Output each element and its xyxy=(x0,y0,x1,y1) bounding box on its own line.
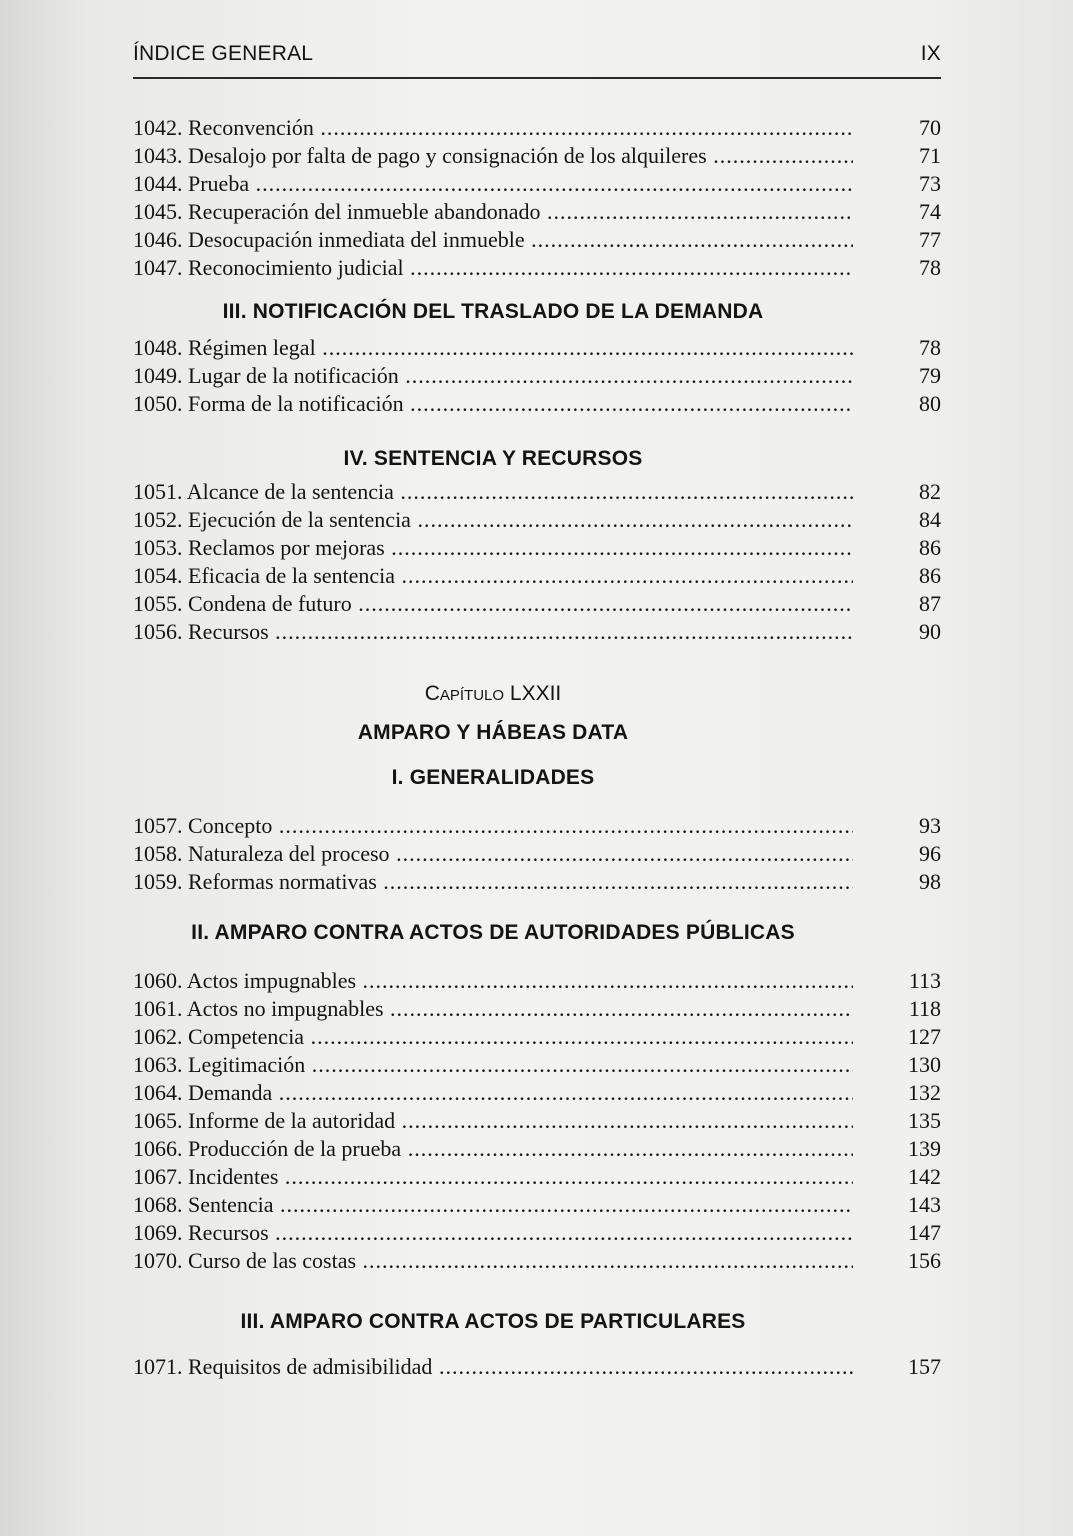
toc-entry-page: 96 xyxy=(919,841,941,866)
toc-entry-label: 1062. Competencia ..... xyxy=(133,1023,853,1051)
toc-entry xyxy=(133,198,941,226)
toc-entry-label: 1061. Actos no impugnables ..... xyxy=(133,995,853,1023)
toc-entry-label: 1046. Desocupación inmediata del inmueble ..... xyxy=(133,226,853,254)
toc-entry xyxy=(133,534,941,562)
toc-entry xyxy=(133,390,941,418)
section-heading: I. GENERALIDADES xyxy=(391,766,595,789)
section-heading: III. NOTIFICACIÓN DEL TRASLADO DE LA DEMANDA xyxy=(222,300,764,323)
toc-entry-page: 132 xyxy=(908,1080,941,1105)
toc-entry-page: 86 xyxy=(919,535,941,560)
toc-entry-label: 1068. Sentencia ..... xyxy=(133,1191,853,1219)
toc-entry xyxy=(133,840,941,868)
toc-entry xyxy=(133,114,941,142)
toc-entry xyxy=(133,1353,941,1381)
toc-entry-page: 82 xyxy=(919,479,941,504)
toc-entry-page: 130 xyxy=(908,1052,941,1077)
toc-entry-page: 80 xyxy=(919,391,941,416)
header-title: ÍNDICE GENERAL xyxy=(133,42,314,65)
section-heading: II. AMPARO CONTRA ACTOS DE AUTORIDADES PÚBLICAS xyxy=(191,921,795,944)
toc-entry-label: 1059. Reformas normativas ..... xyxy=(133,868,853,896)
toc-entry xyxy=(133,812,941,840)
toc-entry xyxy=(133,478,941,506)
toc-entry-label: 1053. Reclamos por mejoras ..... xyxy=(133,534,853,562)
toc-entry-page: 93 xyxy=(919,813,941,838)
toc-entry xyxy=(133,142,941,170)
toc-entry-label: 1044. Prueba ..... xyxy=(133,170,853,198)
toc-entry xyxy=(133,1191,941,1219)
toc-entry xyxy=(133,1051,941,1079)
toc-entry-page: 78 xyxy=(919,335,941,360)
toc-entry-page: 86 xyxy=(919,563,941,588)
toc-entry xyxy=(133,506,941,534)
toc-entry-page: 139 xyxy=(908,1136,941,1161)
toc-entry xyxy=(133,1135,941,1163)
toc-entry-page: 142 xyxy=(908,1164,941,1189)
toc-entry xyxy=(133,1247,941,1275)
toc-entry-label: 1067. Incidentes ..... xyxy=(133,1163,853,1191)
header-rule xyxy=(133,77,941,79)
toc-entry-label: 1060. Actos impugnables ..... xyxy=(133,967,853,995)
toc-entry-page: 156 xyxy=(908,1248,941,1273)
toc-entry-page: 71 xyxy=(919,143,941,168)
toc-entry xyxy=(133,868,941,896)
section-heading: III. AMPARO CONTRA ACTOS DE PARTICULARES xyxy=(240,1310,746,1333)
toc-entry-page: 98 xyxy=(919,869,941,894)
toc-entry-label: 1049. Lugar de la notificación ..... xyxy=(133,362,853,390)
toc-entry-label: 1055. Condena de futuro ..... xyxy=(133,590,853,618)
toc-entry xyxy=(133,334,941,362)
toc-entry-label: 1056. Recursos ..... xyxy=(133,618,853,646)
toc-entry xyxy=(133,1107,941,1135)
toc-entry xyxy=(133,1079,941,1107)
header-page-number: IX xyxy=(920,42,941,65)
chapter-number: LXXII xyxy=(509,682,562,705)
toc-entry-page: 77 xyxy=(919,227,941,252)
toc-entry-page: 73 xyxy=(919,171,941,196)
toc-entry-page: 90 xyxy=(919,619,941,644)
toc-entry xyxy=(133,362,941,390)
toc-entry-label: 1066. Producción de la prueba ..... xyxy=(133,1135,853,1163)
toc-entry-label: 1063. Legitimación ..... xyxy=(133,1051,853,1079)
toc-entry-page: 78 xyxy=(919,255,941,280)
toc-entry-label: 1045. Recuperación del inmueble abandonado ..... xyxy=(133,198,853,226)
section-heading: IV. SENTENCIA Y RECURSOS xyxy=(343,447,643,470)
chapter-word: Capítulo xyxy=(424,682,505,705)
toc-entry-page: 118 xyxy=(908,996,941,1021)
toc-entry-label: 1042. Reconvención ..... xyxy=(133,114,853,142)
running-header xyxy=(133,42,941,72)
toc-entry-page: 135 xyxy=(908,1108,941,1133)
toc-entry-page: 127 xyxy=(908,1024,941,1049)
toc-entry-label: 1051. Alcance de la sentencia ..... xyxy=(133,478,853,506)
toc-entry xyxy=(133,170,941,198)
toc-entry-label: 1064. Demanda ..... xyxy=(133,1079,853,1107)
toc-entry-label: 1057. Concepto ..... xyxy=(133,812,853,840)
toc-entry-page: 113 xyxy=(908,968,941,993)
chapter-label xyxy=(133,680,853,708)
toc-entry xyxy=(133,967,941,995)
chapter-title: AMPARO Y HÁBEAS DATA xyxy=(357,721,629,744)
toc-entry-page: 70 xyxy=(919,115,941,140)
toc-entry-label: 1065. Informe de la autoridad ..... xyxy=(133,1107,853,1135)
toc-entry xyxy=(133,254,941,282)
toc-entry-label: 1043. Desalojo por falta de pago y consignación de los alquileres ..... xyxy=(133,142,853,170)
toc-entry-page: 87 xyxy=(919,591,941,616)
toc-entry-label: 1070. Curso de las costas ..... xyxy=(133,1247,853,1275)
toc-entry-label: 1054. Eficacia de la sentencia ..... xyxy=(133,562,853,590)
toc-entry-label: 1058. Naturaleza del proceso ..... xyxy=(133,840,853,868)
toc-entry xyxy=(133,618,941,646)
toc-entry-label: 1071. Requisitos de admisibilidad ..... xyxy=(133,1353,853,1381)
toc-entry-page: 147 xyxy=(908,1220,941,1245)
toc-entry-page: 143 xyxy=(908,1192,941,1217)
toc-entry-page: 84 xyxy=(919,507,941,532)
toc-block xyxy=(133,114,941,282)
toc-entry-label: 1052. Ejecución de la sentencia ..... xyxy=(133,506,853,534)
toc-entry xyxy=(133,226,941,254)
toc-entry xyxy=(133,1163,941,1191)
toc-entry xyxy=(133,1023,941,1051)
toc-entry-page: 157 xyxy=(908,1354,941,1379)
toc-entry-label: 1050. Forma de la notificación ..... xyxy=(133,390,853,418)
toc-entry-label: 1047. Reconocimiento judicial ..... xyxy=(133,254,853,282)
toc-entry-label: 1048. Régimen legal ..... xyxy=(133,334,853,362)
table-of-contents xyxy=(133,114,941,1381)
toc-entry xyxy=(133,590,941,618)
toc-entry xyxy=(133,562,941,590)
toc-entry-page: 79 xyxy=(919,363,941,388)
toc-entry-label: 1069. Recursos ..... xyxy=(133,1219,853,1247)
toc-entry-page: 74 xyxy=(919,199,941,224)
toc-entry xyxy=(133,1219,941,1247)
toc-entry xyxy=(133,995,941,1023)
